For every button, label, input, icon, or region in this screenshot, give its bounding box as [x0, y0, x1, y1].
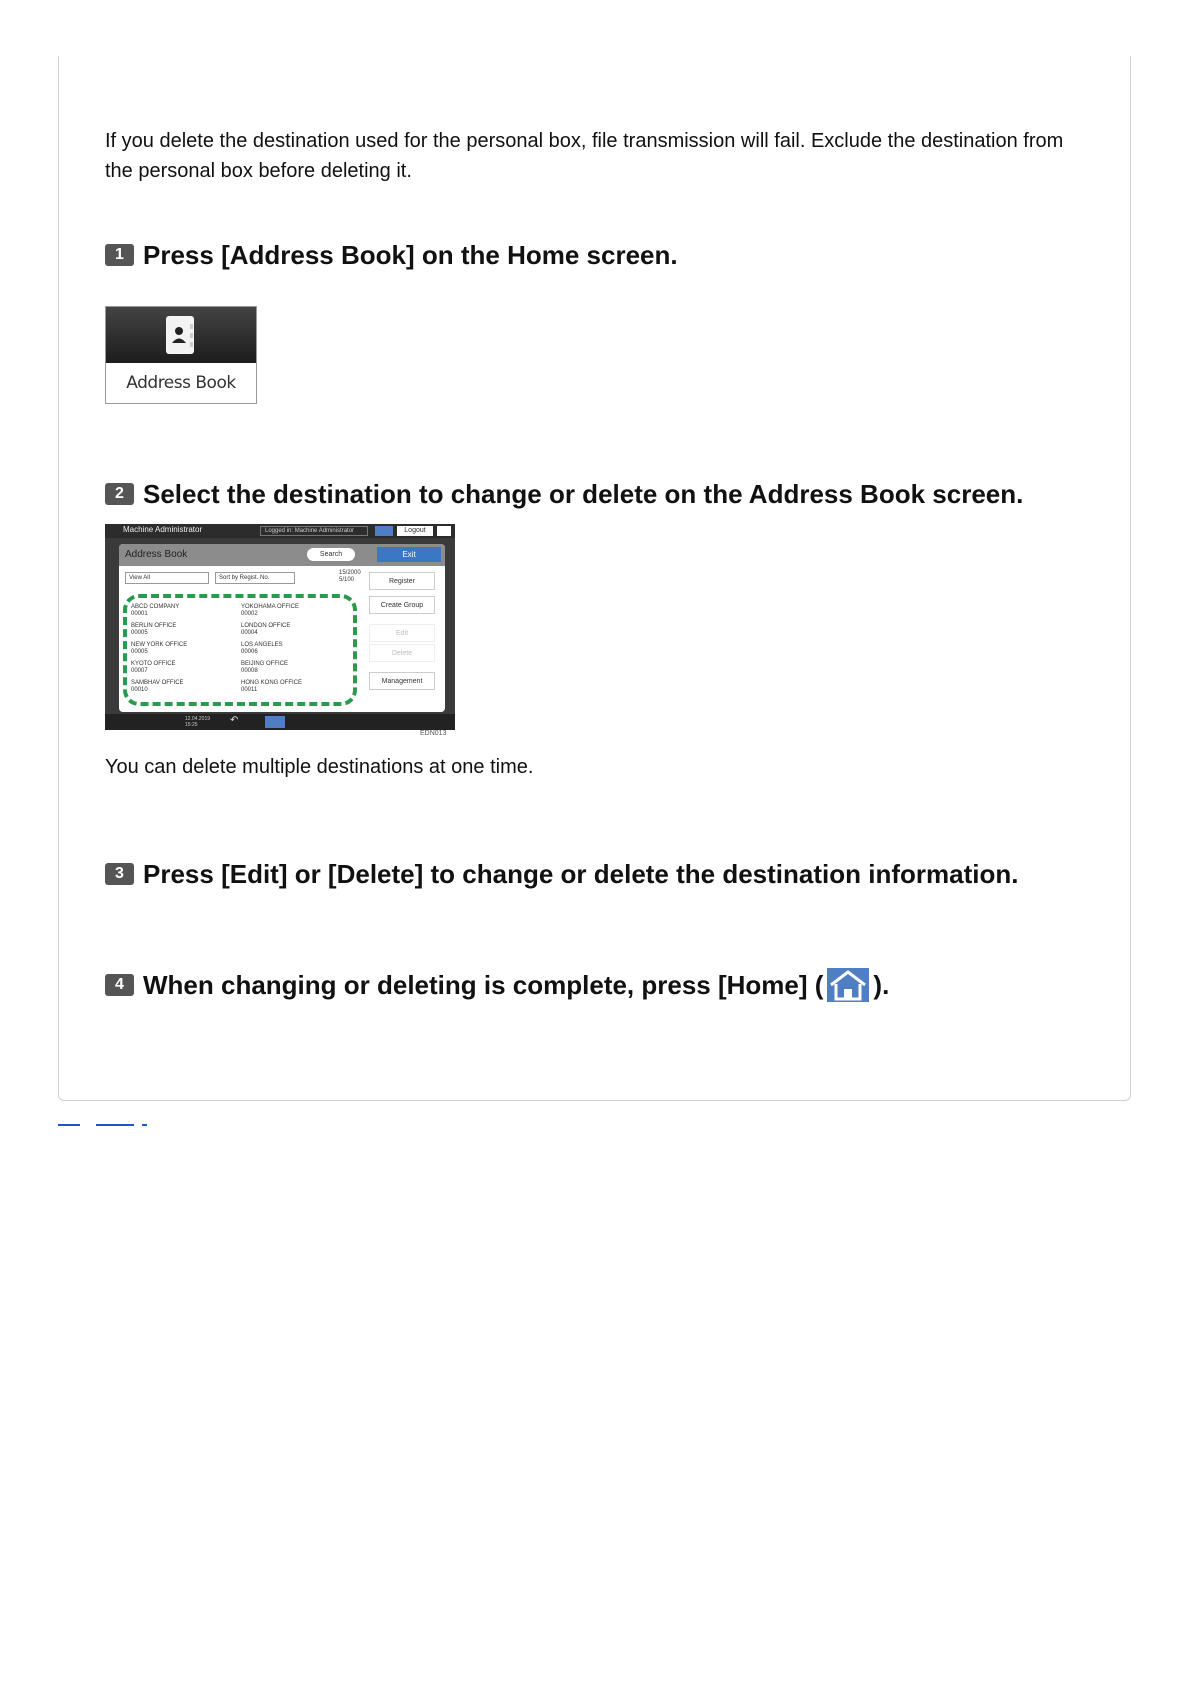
- screen-register-button: Register: [369, 572, 435, 590]
- count-secondary: 5/100: [339, 577, 355, 583]
- screen-search-button: Search: [307, 548, 355, 561]
- footer-link-3[interactable]: [142, 1124, 147, 1126]
- screen-panel: [119, 544, 445, 712]
- step-1: [105, 239, 678, 271]
- warning-note: If you delete the destination used for the personal box, file transmission will fail. Exclude the destination from the personal box before deleting it.: [105, 130, 1064, 182]
- screen-create-group-button: Create Group: [369, 596, 435, 614]
- step-number-badge: 1: [105, 244, 134, 266]
- entry-left-2: BERLIN OFFICE 00005: [131, 623, 177, 636]
- footer-link-2[interactable]: [96, 1124, 134, 1126]
- address-book-button-image: [105, 306, 257, 404]
- entry-left-5: SAMBHAV OFFICE 00010: [131, 680, 184, 693]
- screen-date: 12.04.2019 15:25: [185, 716, 211, 728]
- entry-right-1: YOKOHAMA OFFICE 00002: [241, 604, 300, 617]
- step-4: [105, 968, 889, 1002]
- screen-filter-dropdown: View All: [125, 572, 209, 584]
- multiple-note: You can delete multiple destinations at one time.: [105, 756, 534, 778]
- entry-right-5: HONG KONG OFFICE 00011: [241, 680, 303, 693]
- screen-login-status: Logged in: Machine Administrator: [260, 526, 368, 536]
- step-number-badge: 2: [105, 483, 134, 505]
- bell-icon: [437, 526, 451, 536]
- step-3: [105, 858, 1018, 890]
- screen-management-button: Management: [369, 672, 435, 690]
- step-text-before: When changing or deleting is complete, press [Home] (: [143, 970, 824, 1000]
- address-book-icon: [166, 316, 194, 354]
- entry-right-3: LOS ANGELES 00006: [241, 642, 283, 655]
- screen-logout-button: Logout: [397, 526, 433, 536]
- step-number-badge: 4: [105, 974, 134, 996]
- screen-delete-button: Delete: [369, 644, 435, 662]
- screen-exit-button: Exit: [377, 547, 441, 562]
- step-text: Press [Address Book] on the Home screen.: [143, 240, 678, 270]
- destination-list-highlight: [123, 594, 357, 706]
- help-icon: [375, 526, 393, 536]
- home-icon: [265, 716, 285, 728]
- step-text: Press [Edit] or [Delete] to change or delete the destination information.: [143, 859, 1019, 889]
- entry-left-4: KYOTO OFFICE 00007: [131, 661, 176, 674]
- entry-right-4: BEIJING OFFICE 00008: [241, 661, 289, 674]
- count-primary: 15/2000: [339, 570, 361, 576]
- back-icon: ↶: [230, 715, 239, 726]
- screen-title: Address Book: [125, 549, 188, 560]
- step-number-badge: 3: [105, 863, 134, 885]
- step-text: Select the destination to change or delete on the Address Book screen.: [143, 479, 1024, 509]
- footer-link-1[interactable]: [58, 1124, 80, 1126]
- address-book-label: Address Book: [126, 373, 236, 393]
- entry-right-2: LONDON OFFICE 00004: [241, 623, 291, 636]
- figure-code: EDN013: [420, 730, 447, 737]
- screen-sort-dropdown: Sort by Regist. No.: [215, 572, 295, 584]
- screen-user-name: Machine Administrator: [123, 525, 203, 534]
- step-2: [105, 478, 1023, 510]
- screen-edit-button: Edit: [369, 624, 435, 642]
- screen-header: [119, 544, 445, 566]
- home-icon: [827, 968, 869, 1002]
- step-text-after: ).: [873, 970, 890, 1000]
- entry-left-1: ABCD COMPANY 00001: [131, 604, 180, 617]
- screen-entry-count: [339, 570, 361, 584]
- address-book-screen-image: [105, 524, 455, 730]
- entry-left-3: NEW YORK OFFICE 00005: [131, 642, 188, 655]
